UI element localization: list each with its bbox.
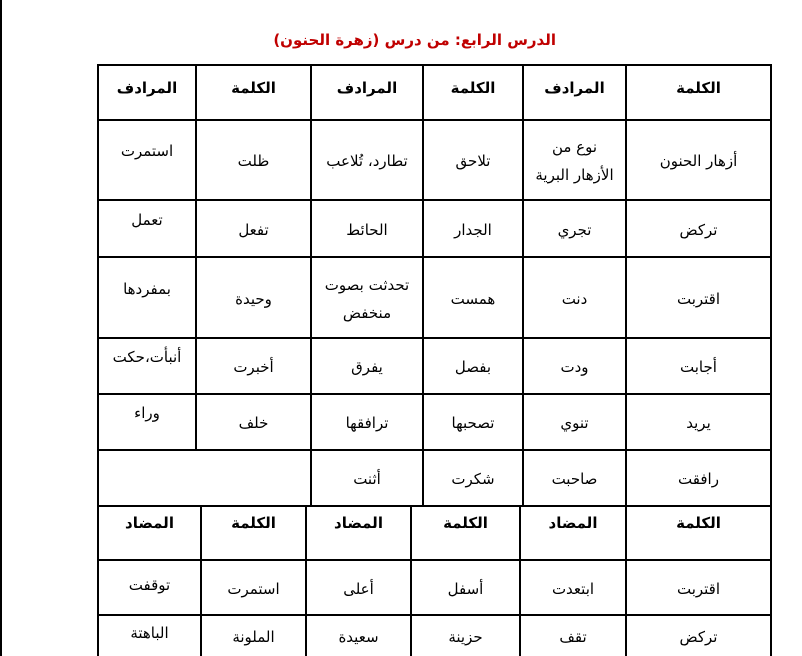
synonym-cell: وحيدة — [235, 289, 272, 308]
antonym-cell: سعيدة — [338, 628, 379, 646]
antonym-header-antonym: المضاد — [334, 514, 383, 532]
synonym-cell: صاحبت — [551, 470, 598, 488]
antonym-header-word: الكلمة — [443, 514, 488, 532]
synonym-cell: الجدار — [454, 220, 492, 239]
synonym-cell: تعمل — [131, 210, 163, 229]
synonym-header-synonym: المرادف — [116, 79, 178, 97]
synonym-cell: ودت — [560, 358, 589, 376]
synonym-cell: أثنت — [353, 470, 381, 488]
synonym-cell: تطارد، تُلاعب — [326, 152, 408, 170]
antonym-header-antonym: المضاد — [548, 514, 598, 532]
synonym-cell: تنوي — [560, 414, 589, 432]
antonym-grid-hline — [97, 559, 772, 561]
synonym-grid-vline — [195, 64, 197, 449]
synonym-cell: تجري — [557, 220, 592, 239]
synonym-cell: بمفردها — [123, 279, 171, 298]
antonym-grid-hline — [97, 614, 772, 616]
synonym-cell: رافقت — [678, 470, 719, 488]
synonym-cell: شكرت — [451, 470, 495, 488]
synonym-grid-hline — [97, 64, 772, 66]
antonym-cell: أعلى — [343, 579, 374, 598]
synonym-grid-hline — [97, 119, 772, 121]
synonym-cell: نوع من الأزهار البرية — [535, 138, 614, 184]
synonym-cell: دنت — [561, 289, 588, 308]
synonym-header-synonym: المرادف — [544, 79, 605, 97]
antonym-header-antonym: المضاد — [125, 514, 174, 532]
synonym-grid-hline — [97, 337, 772, 339]
synonym-cell: خلف — [238, 414, 269, 432]
synonym-cell: أجابت — [680, 358, 717, 376]
synonym-cell: همست — [450, 289, 496, 308]
synonym-cell: استمرت — [120, 142, 174, 160]
synonym-cell: تصحبها — [451, 414, 495, 432]
synonym-cell: تحدثت بصوت منخفض — [324, 275, 410, 322]
synonym-grid-vline — [770, 64, 772, 507]
left-margin-rule — [0, 0, 2, 656]
synonym-cell: الحائط — [346, 220, 388, 239]
antonym-cell: اقتربت — [676, 579, 721, 598]
synonym-grid-hline — [97, 256, 772, 258]
synonym-cell: يريد — [686, 414, 711, 432]
antonym-cell: الملونة — [232, 628, 275, 646]
synonym-header-synonym: المرادف — [336, 79, 398, 97]
synonym-cell: أنبأت،حكت — [112, 348, 182, 366]
antonym-header-word: الكلمة — [676, 514, 721, 532]
synonym-header-word: الكلمة — [676, 79, 721, 97]
antonym-cell: الباهتة — [130, 624, 169, 642]
synonym-grid-hline — [97, 199, 772, 201]
synonym-header-word: الكلمة — [450, 79, 496, 97]
synonym-cell: اقتربت — [676, 289, 721, 308]
antonym-grid-vline — [770, 505, 772, 656]
antonym-cell: تقف — [559, 628, 587, 646]
antonym-cell: توقفت — [128, 575, 171, 594]
antonym-cell: ابتعدت — [551, 579, 595, 598]
synonym-cell: أزهار الحنون — [659, 152, 738, 170]
synonym-cell: تلاحق — [455, 152, 491, 170]
synonym-cell: ظلت — [237, 152, 270, 170]
synonym-cell: أخبرت — [233, 358, 274, 376]
synonym-grid-hline — [97, 505, 772, 507]
synonym-grid-hline — [97, 393, 772, 395]
lesson-title: الدرس الرابع: من درس (زهرة الحنون) — [273, 31, 556, 49]
synonym-cell: وراء — [134, 404, 160, 422]
synonym-cell: ترافقها — [345, 414, 389, 432]
synonym-cell: تركض — [679, 220, 718, 239]
antonym-cell: أسفل — [447, 579, 484, 598]
synonym-cell: يفرق — [351, 358, 383, 376]
synonym-cell: بفصل — [454, 358, 492, 376]
antonym-header-word: الكلمة — [231, 514, 276, 532]
antonym-cell: استمرت — [227, 579, 280, 598]
synonym-grid-hline — [97, 449, 772, 451]
synonym-header-word: الكلمة — [231, 79, 276, 97]
synonym-cell: تفعل — [238, 220, 269, 239]
antonym-cell: حزينة — [448, 628, 483, 646]
antonym-cell: تركض — [679, 628, 718, 646]
